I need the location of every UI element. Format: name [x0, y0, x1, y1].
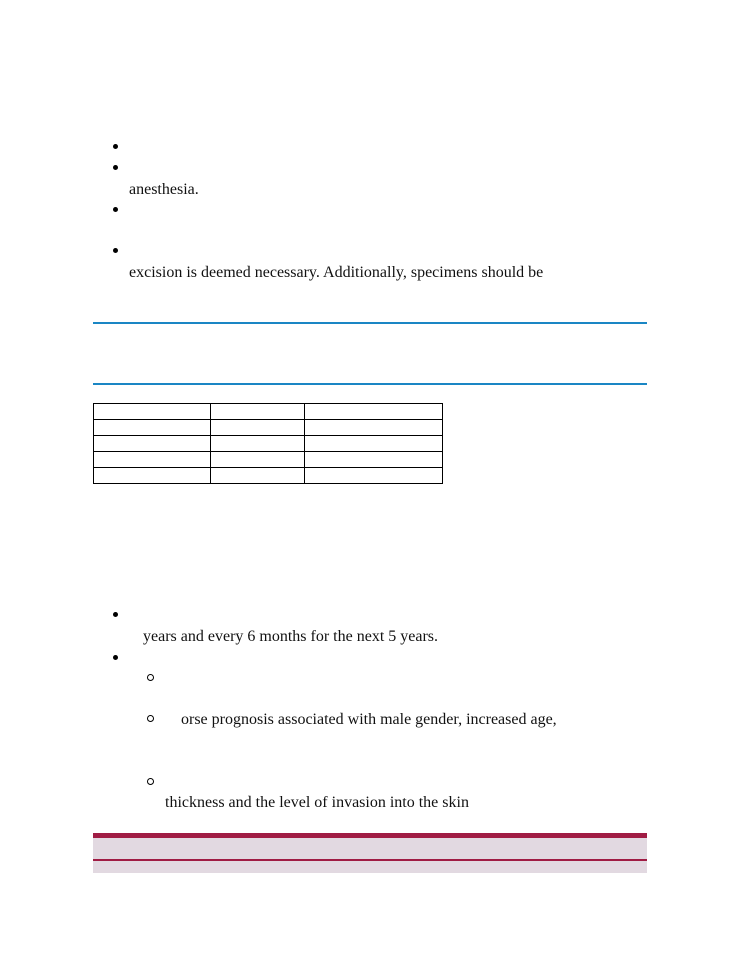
table-cell: [94, 468, 211, 484]
bullet-marker: [113, 207, 118, 212]
table-cell: [211, 404, 305, 420]
table-cell: [305, 420, 443, 436]
table-cell: [94, 404, 211, 420]
table-cell: [211, 452, 305, 468]
table-cell: [305, 452, 443, 468]
heading-rule-bottom: [93, 383, 647, 385]
table-cell: [211, 468, 305, 484]
heading-rule-top: [93, 322, 647, 324]
table-row: [94, 452, 443, 468]
sub-list-item-text: thickness and the level of invasion into the skin: [165, 794, 469, 811]
table-cell: [211, 436, 305, 452]
bullet-marker: [113, 144, 118, 149]
table-row: [94, 468, 443, 484]
list-item-text: years and every 6 months for the next 5 years.: [143, 628, 439, 645]
table-row: [94, 436, 443, 452]
footer-banner: [93, 833, 647, 873]
table-cell: [211, 420, 305, 436]
table-cell: [305, 468, 443, 484]
data-table: [93, 403, 443, 484]
bullet-marker: [113, 248, 118, 253]
bullet-marker: [113, 165, 118, 170]
table-cell: [305, 404, 443, 420]
sub-bullet-marker: [147, 715, 154, 722]
table-row: [94, 420, 443, 436]
table-cell: [305, 436, 443, 452]
footer-top-rule: [93, 833, 647, 838]
sub-list-item-text: orse prognosis associated with male gender, increased age,: [181, 711, 557, 728]
bullet-marker: [113, 655, 118, 660]
bullet-marker: [113, 612, 118, 617]
table-cell: [94, 452, 211, 468]
table-cell: [94, 420, 211, 436]
sub-bullet-marker: [147, 674, 154, 681]
list-item-text: excision is deemed necessary. Additionally, specimens should be: [129, 264, 544, 281]
sub-bullet-marker: [147, 778, 154, 785]
table-row: [94, 404, 443, 420]
list-item-text: anesthesia.: [129, 181, 199, 198]
footer-middle-rule: [93, 859, 647, 861]
table-cell: [94, 436, 211, 452]
